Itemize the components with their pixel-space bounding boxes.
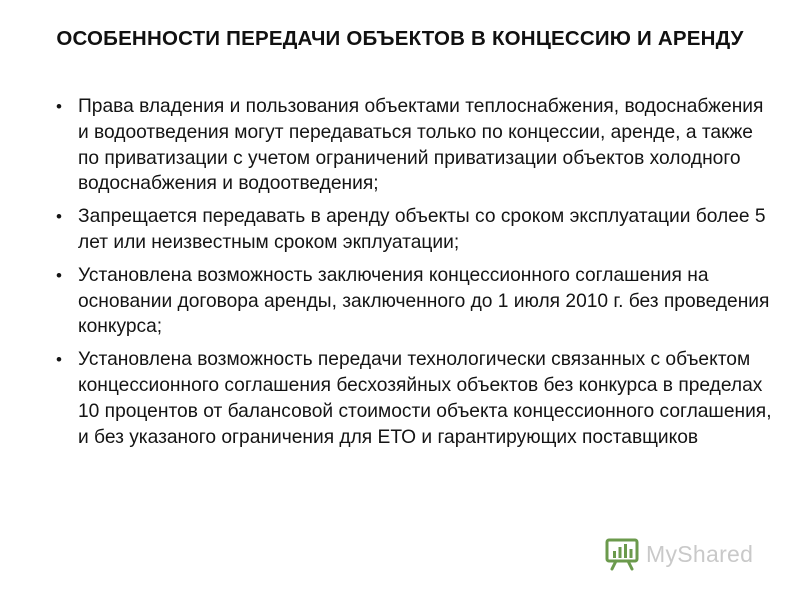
bullet-text: Установлена возможность передачи технологически связанных с объектом концессионного соглашения бесхозяйных объектов без конкурса в пределах 10 процентов от балансовой стоимости объекта концессионного соглашения, и без указаного ограничения для ЕТО и гарантирующих поставщиков	[78, 349, 772, 448]
presentation-board-icon	[604, 536, 640, 572]
bullet-item	[56, 347, 776, 450]
bullet-text: Установлена возможность заключения концессионного соглашения на основании договора аренды, заключенного до 1 июля 2010 г. без проведения конкурса;	[78, 264, 770, 338]
myshared-watermark	[604, 534, 753, 574]
bullet-item	[56, 94, 776, 197]
bullet-item	[56, 204, 776, 256]
bullet-item	[56, 263, 776, 340]
bullet-marker: •	[56, 97, 62, 116]
bullet-marker: •	[56, 207, 62, 227]
watermark-text: MyShared	[646, 541, 754, 567]
bullet-marker: •	[56, 350, 62, 370]
bullet-text: Права владения и пользования объектами теплоснабжения, водоснабжения и водоотведения могут передаваться только по концессии, аренде, а также по приватизации с учетом ограничений приватизации объектов холодного водоснабжения и водоотведения;	[78, 96, 764, 195]
bullet-marker: •	[56, 265, 62, 285]
slide-title: ОСОБЕННОСТИ ПЕРЕДАЧИ ОБЪЕКТОВ В КОНЦЕССИЮ И АРЕНДУ	[56, 27, 744, 50]
bullet-text: Запрещается передавать в аренду объекты со сроком эксплуатации более 5 лет или неизвестным сроком экплуатации;	[78, 206, 766, 253]
bullet-list	[56, 94, 776, 457]
